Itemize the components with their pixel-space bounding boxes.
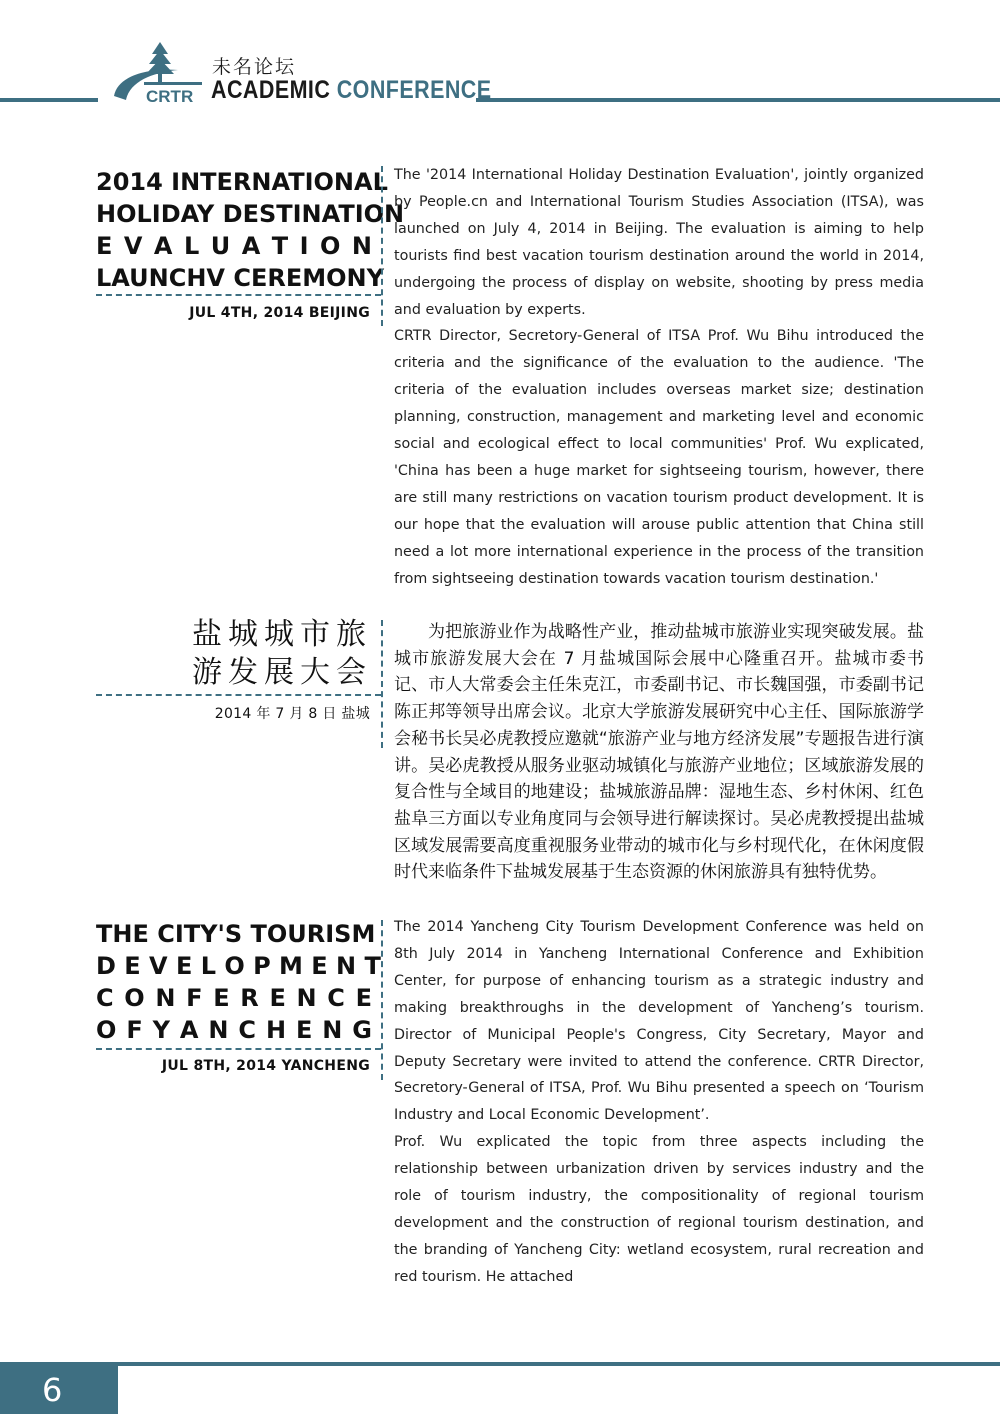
section-2-divider [96,694,381,696]
brand-conference: CONFERENCE [336,76,492,104]
header-rule-left [0,98,98,102]
section-1-divider [96,294,381,296]
heading-line: O F Y A N C H E N G [96,1016,372,1044]
heading-line: HOLIDAY DESTINATION [96,200,405,228]
section-3-body [394,914,924,1291]
section-3-vertical-divider [381,920,383,1080]
section-3-heading [96,918,381,1046]
heading-line: D E V E L O P M E N T [96,952,381,980]
header-rule-right [476,98,1000,102]
section-1-date: JUL 4TH, 2014 BEIJING [189,305,370,321]
paragraph: The '2014 International Holiday Destination Evaluation', jointly organized by People.cn and International Tourism Studies Association (ITSA), was launched on July 4, 2014 in Beijing. The evaluation is aiming to help tourists find best vacation tourism destination around the world in 2014, undergoing the process of display on website, shooting by press media and evaluation by experts. [394,167,924,318]
svg-text:CRTR: CRTR [146,87,194,104]
paragraph: The 2014 Yancheng City Tourism Development Conference was held on 8th July 2014 in Yancheng International Conference and Exhibition Center, for purpose of enhancing tourism as a strategic industry and making breakthroughs in the development of Yancheng’s tourism. Director of Municipal People's Congress, City Secretary, Mayor and Deputy Secretary were invited to attend the conference. CRTR Director, Secretory-General of ITSA, Prof. Wu Bihu presented a speech on ‘Tourism Industry and Local Economic Development’. [394,919,924,1124]
heading-line: LAUNCHV CEREMONY [96,264,384,292]
section-3-date: JUL 8TH, 2014 YANCHENG [161,1058,370,1074]
heading-line: THE CITY'S TOURISM [96,920,376,948]
heading-line: E V A L U A T I O N [96,232,372,260]
heading-line: 盐城城市旅 [192,617,372,652]
paragraph: 为把旅游业作为战略性产业，推动盐城市旅游业实现突破发展。盐城市旅游发展大会在 7 月盐城国际会展中心隆重召开。盐城市委书记、市人大常委会主任朱克江，市委副书记、市长魏国强，市委副书记陈正邦等领导出席会议。北京大学旅游发展研究中心主任、国际旅游学会秘书长吴必虎教授应邀就“旅游产业与地方经济发展”专题报告进行演讲。吴必虎教授从服务业驱动城镇化与旅游产业地位；区域旅游发展的复合性与全域目的地建设；盐城旅游品牌：湿地生态、乡村休闲、红色盐阜三方面以专业角度同与会领导进行解读探讨。吴必虎教授提出盐城区域发展需要高度重视服务业带动的城市化与乡村现代化，在休闲度假时代来临条件下盐城发展基于生态资源的休闲旅游具有独特优势。 [394,622,924,883]
section-2-vertical-divider [381,620,383,748]
footer-rule [0,1362,1000,1366]
heading-line: 游发展大会 [192,655,372,690]
heading-line: C O N F E R E N C E [96,984,372,1012]
crtr-logo-icon [112,40,204,104]
section-3-heading-block [96,918,381,1046]
section-1-vertical-divider [381,166,383,326]
page-number: 6 [0,1366,118,1414]
heading-line: 2014 INTERNATIONAL [96,168,388,196]
section-2-heading [96,616,372,692]
section-1-heading-block [96,166,405,294]
section-1-body [394,162,924,593]
section-2-heading-block [96,616,372,692]
forum-title-cn: 未名论坛 [212,56,297,78]
brand-title [211,76,492,105]
section-1-heading [96,166,405,294]
paragraph: Prof. Wu explicated the topic from three aspects including the relationship between urbanization driven by services industry and the role of tourism industry, the compositionality of regional tourism development and the construction of regional tourism destination, and the branding of Yancheng City: wetland ecosystem, rural recreation and red tourism. He attached [394,1134,924,1285]
brand-academic: ACADEMIC [211,76,331,104]
section-2-body [394,619,924,886]
paragraph: CRTR Director, Secretory-General of ITSA Prof. Wu Bihu introduced the criteria and the significance of the evaluation to the audience. 'The criteria of the evaluation includes overseas market size; destination planning, construction, management and marketing level and economic social and ecological effect to local communities' Prof. Wu explicated, 'China has been a huge market for sightseeing tourism, however, there are still many restrictions on vacation tourism product development. It is our hope that the evaluation will arouse public attention that China still need a lot more international experience in the process of the transition from sightseeing destination towards vacation tourism destination.' [394,328,924,587]
section-3-divider [96,1048,381,1050]
section-2-date: 2014 年 7 月 8 日 盐城 [214,706,370,722]
